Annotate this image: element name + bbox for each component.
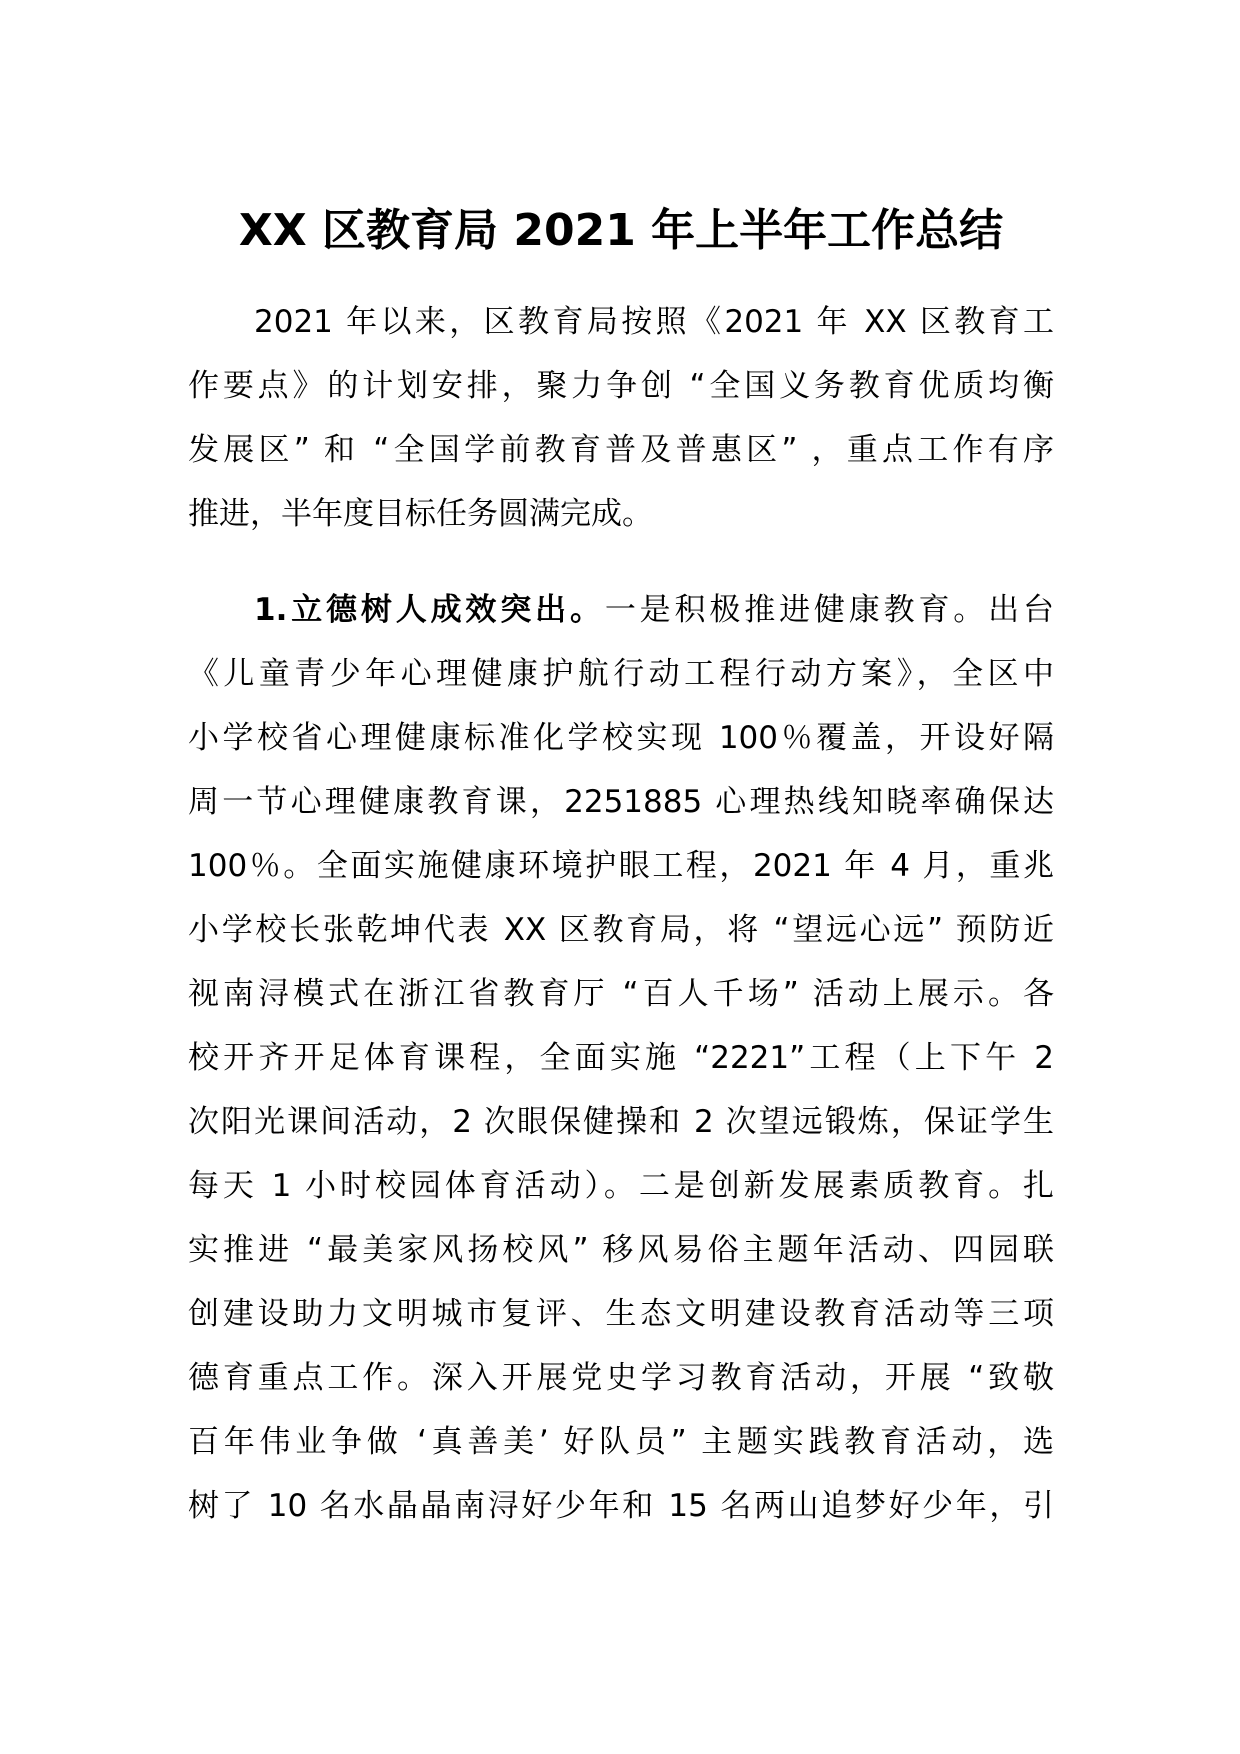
section-1-line: 小学校省心理健康标准化学校实现 100％覆盖，开设好隔 (188, 720, 1054, 756)
section-1-line: 实推进 “最美家风扬校风” 移风易俗主题年活动、四园联 (188, 1232, 1054, 1268)
section-1-paragraph (188, 578, 1054, 1538)
section-1-first-line (188, 578, 1054, 642)
intro-line: 2021 年以来，区教育局按照《2021 年 XX 区教育工 (254, 304, 1054, 340)
section-1-line: 小学校长张乾坤代表 XX 区教育局，将 “望远心远” 预防近 (188, 912, 1054, 948)
section-1-line: 德育重点工作。深入开展党史学习教育活动，开展 “致敬 (188, 1360, 1054, 1396)
document-page (188, 0, 1054, 1754)
section-1-line: 百年伟业争做 ‘真善美’ 好队员” 主题实践教育活动，选 (188, 1424, 1054, 1460)
section-1-line: 视南浔模式在浙江省教育厅 “百人千场” 活动上展示。各 (188, 976, 1054, 1012)
section-1-line: 校开齐开足体育课程，全面实施 “2221”工程（上下午 2 (188, 1040, 1054, 1076)
intro-line: 推进，半年度目标任务圆满完成。 (188, 496, 653, 532)
section-1-line: 次阳光课间活动，2 次眼保健操和 2 次望远锻炼，保证学生 (188, 1104, 1054, 1140)
section-1-line: 周一节心理健康教育课，2251885 心理热线知晓率确保达 (188, 784, 1054, 820)
intro-line: 作要点》的计划安排，聚力争创 “全国义务教育优质均衡 (188, 368, 1054, 404)
section-1-line: 100％。全面实施健康环境护眼工程，2021 年 4 月，重兆 (188, 848, 1054, 884)
section-1-line: 树了 10 名水晶晶南浔好少年和 15 名两山追梦好少年，引 (188, 1488, 1054, 1524)
section-1-line: 《儿童青少年心理健康护航行动工程行动方案》，全区中 (188, 656, 1054, 692)
section-1-heading: 1.立德树人成效突出。 (254, 592, 605, 628)
section-1-line: 创建设助力文明城市复评、生态文明建设教育活动等三项 (188, 1296, 1054, 1332)
section-1-first-line-text: 一是积极推进健康教育。出台 (604, 592, 1054, 628)
intro-line: 发展区” 和 “全国学前教育普及普惠区” ，重点工作有序 (188, 432, 1054, 468)
intro-paragraph (188, 290, 1054, 546)
document-title: XX 区教育局 2021 年上半年工作总结 (238, 205, 1004, 256)
section-1-line: 每天 1 小时校园体育活动）。二是创新发展素质教育。扎 (188, 1168, 1054, 1204)
